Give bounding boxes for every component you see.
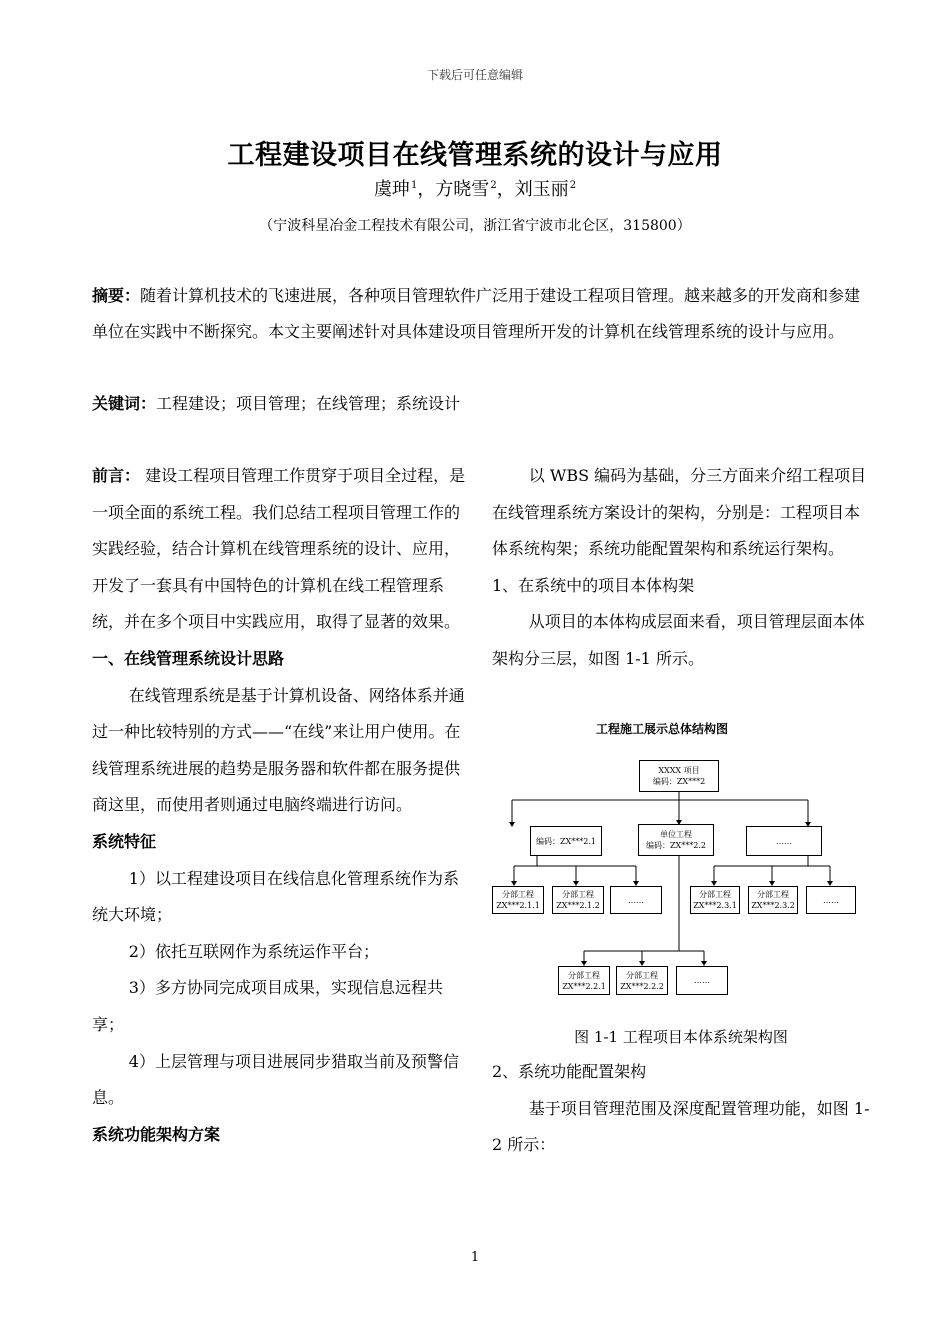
- sub1-paragraph: 从项目的本体构成层面来看，项目管理层面本体架构分三层，如图 1-1 所示。: [492, 612, 865, 668]
- level3-box: [492, 886, 544, 914]
- box-line: 分部工程: [568, 970, 600, 980]
- section1-paragraph: 在线管理系统是基于计算机设备、网络体系并通过一种比较特别的方式——“在线”来让用户使用。在线管理系统进展的趋势是服务器和软件都在服务提供商这里，而使用者则通过电脑终端进行访问。: [92, 685, 465, 815]
- figure-title: 工程施工展示总体结构图: [595, 722, 728, 736]
- box-line: 分部工程: [562, 890, 594, 899]
- preface-text: 建设工程项目管理工作贯穿于项目全过程，是一项全面的系统工程。我们总结工程项目管理工作的实践经验，结合计算机在线管理系统的设计、应用，开发了一套具有中国特色的计算机在线工程管理系统，并在多个项目中实践应用，取得了显著的效果。: [92, 466, 466, 632]
- feature-item: 4）上层管理与项目进展同步猎取当前及预警信息。: [92, 1051, 459, 1108]
- right-column-lower: [492, 1054, 870, 1164]
- level3-box: [676, 966, 728, 995]
- abstract: [92, 278, 862, 350]
- box-line: 分部工程: [699, 890, 731, 899]
- feature-item: 3）多方协同完成项目成果，实现信息远程共享；: [92, 978, 443, 1034]
- box-line: 单位工程: [660, 830, 692, 839]
- scheme-heading: 系统功能架构方案: [92, 1124, 221, 1144]
- figure-caption: 图 1-1 工程项目本体系统架构图: [574, 1028, 788, 1046]
- author-affil-mark: 1: [410, 180, 418, 191]
- level3-box: [552, 886, 604, 914]
- sub2-paragraph: 基于项目管理范围及深度配置管理功能，如图 1-2 所示：: [492, 1098, 870, 1155]
- paper-title: 工程建设项目在线管理系统的设计与应用: [227, 140, 723, 171]
- page-number: 1: [470, 1250, 480, 1265]
- header-note: 下载后可任意编辑: [426, 68, 523, 82]
- author-name: 刘玉丽: [514, 179, 569, 200]
- structure-figure: [492, 716, 870, 1026]
- level2-box: [530, 826, 602, 856]
- box-line: 分部工程: [626, 970, 658, 980]
- abstract-label: 摘要：: [92, 286, 141, 305]
- level3-box: [610, 886, 662, 914]
- box-line: ZX***2.1.2: [556, 901, 600, 910]
- keywords-label: 关键词：: [92, 394, 157, 413]
- box-line: ……: [823, 895, 839, 905]
- level3-box: [558, 966, 610, 995]
- level3-box: [690, 886, 740, 914]
- box-line: ZX***2.3.1: [693, 901, 737, 910]
- sub2-heading: 2、系统功能配置架构: [492, 1062, 647, 1081]
- author-affil-mark: 2: [569, 180, 577, 191]
- sub1-heading: 1、在系统中的项目本体构架: [492, 575, 695, 595]
- box-line: XXXX 项目: [658, 766, 700, 775]
- author-name: 虞珅: [373, 179, 410, 200]
- level3-box: [748, 886, 798, 914]
- box-line: 编码：ZX***2.1: [536, 836, 596, 846]
- affiliation: （宁波科星冶金工程技术有限公司，浙江省宁波市北仑区，315800）: [259, 218, 691, 234]
- level2-box: [638, 824, 714, 856]
- feature-item: 1）以工程建设项目在线信息化管理系统作为系统大环境；: [92, 868, 459, 925]
- box-line: 编码：ZX***2: [652, 777, 706, 786]
- feature-item: 2）依托互联网作为系统运作平台；: [128, 941, 379, 961]
- author-name: 方晓雪: [435, 179, 490, 200]
- features-heading: 系统特征: [92, 831, 157, 851]
- author-affil-mark: 2: [490, 180, 497, 191]
- author-separator: ，: [417, 179, 436, 200]
- box-line: 分部工程: [757, 890, 789, 899]
- keywords-text: 工程建设；项目管理；在线管理；系统设计: [156, 394, 461, 413]
- box-line: ZX***2.1.1: [496, 901, 540, 910]
- box-line: ……: [776, 836, 792, 846]
- keywords: [92, 386, 862, 422]
- left-column: [92, 458, 468, 1153]
- box-line: ZX***2.3.2: [751, 901, 795, 910]
- level3-box: [616, 966, 668, 995]
- box-line: ……: [628, 895, 644, 905]
- section1-heading: 一、在线管理系统设计思路: [92, 648, 285, 668]
- level2-box: [746, 826, 822, 856]
- box-line: ……: [694, 976, 710, 985]
- level3-box: [806, 886, 856, 914]
- preface: [92, 458, 468, 641]
- abstract-text: 随着计算机技术的飞速进展，各种项目管理软件广泛用于建设工程项目管理。越来越多的开发商和参建单位在实践中不断探究。本文主要阐述针对具体建设项目管理所开发的计算机在线管理系统的设计与应用。: [92, 286, 861, 341]
- right-column: [492, 458, 870, 678]
- author-separator: ，: [496, 179, 515, 200]
- root-project-box: [639, 760, 719, 792]
- preface-label: 前言：: [92, 466, 141, 485]
- right-intro: 以 WBS 编码为基础，分三方面来介绍工程项目在线管理系统方案设计的架构，分别是：工程项目本体系统构架；系统功能配置架构和系统运行架构。: [492, 466, 867, 559]
- box-line: ZX***2.2.1: [562, 981, 606, 991]
- box-line: 编码：ZX***2.2: [646, 841, 706, 850]
- authors-line: [0, 175, 950, 201]
- box-line: ZX***2.2.2: [620, 981, 664, 991]
- box-line: 分部工程: [502, 890, 534, 899]
